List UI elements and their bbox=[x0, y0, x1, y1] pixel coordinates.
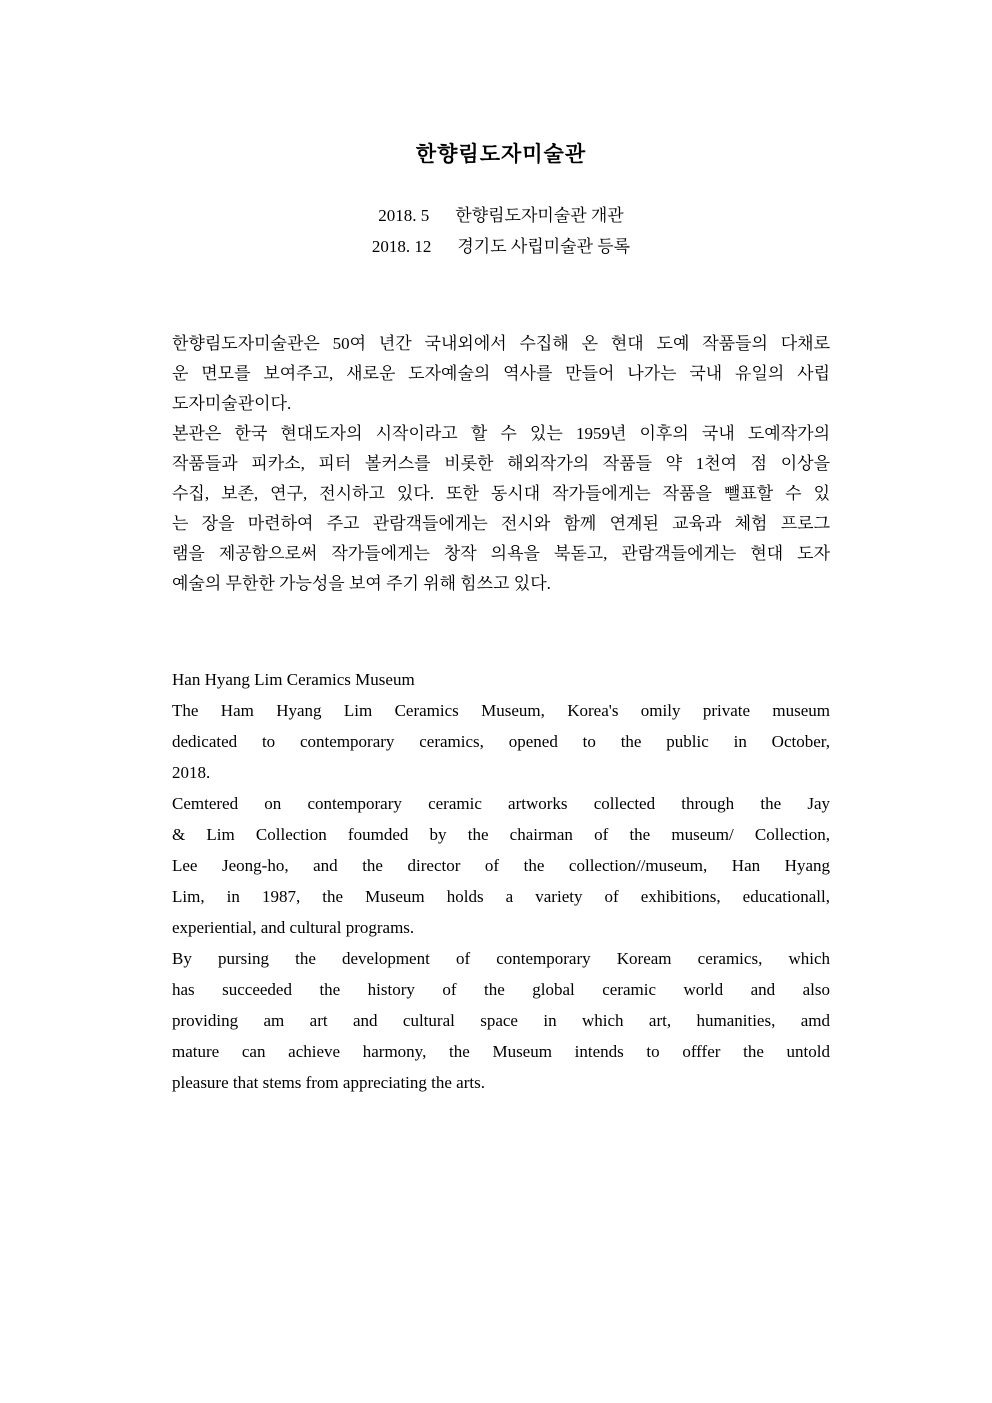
text-line: 본관은 한국 현대도자의 시작이라고 할 수 있는 1959년 이후의 국내 도예작가의 bbox=[172, 424, 830, 443]
text-line: The Ham Hyang Lim Ceramics Museum, Korea's omily private museum bbox=[172, 701, 830, 720]
text-line: 한향림도자미술관은 50여 년간 국내외에서 수집해 온 현대 도예 작품들의 다채로 bbox=[172, 334, 830, 353]
text-line: 작품들과 피카소, 피터 볼커스를 비롯한 해외작가의 작품들 약 1천여 점 이상을 bbox=[172, 454, 830, 473]
history-row bbox=[172, 200, 830, 231]
text-line: 예술의 무한한 가능성을 보여 주기 위해 힘쓰고 있다. bbox=[172, 574, 551, 593]
text-line: mature can achieve harmony, the Museum intends to offfer the untold bbox=[172, 1042, 830, 1061]
text-line: 2018. bbox=[172, 763, 211, 782]
history-date: 2018. 5 bbox=[378, 206, 430, 225]
text-line: By pursing the development of contemporary Koream ceramics, which bbox=[172, 949, 830, 968]
korean-paragraph-2 bbox=[172, 419, 830, 599]
text-line: 램을 제공함으로써 작가들에게는 창작 의욕을 북돋고, 관람객들에게는 현대 도자 bbox=[172, 544, 830, 563]
english-paragraph-2 bbox=[172, 788, 830, 943]
history-row bbox=[172, 231, 830, 262]
text-line: dedicated to contemporary ceramics, opened to the public in October, bbox=[172, 732, 830, 751]
history-label: 한향림도자미술관 개관 bbox=[455, 206, 624, 225]
text-line: 는 장을 마련하여 주고 관람객들에게는 전시와 함께 연계된 교육과 체험 프로그 bbox=[172, 514, 830, 533]
history-list bbox=[172, 200, 830, 262]
english-paragraph-1 bbox=[172, 695, 830, 788]
text-line: Lim, in 1987, the Museum holds a variety of exhibitions, educationall, bbox=[172, 887, 830, 906]
text-line: has succeeded the history of the global ceramic world and also bbox=[172, 980, 830, 999]
text-line: & Lim Collection foumded by the chairman of the museum/ Collection, bbox=[172, 825, 830, 844]
document-title: 한향림도자미술관 bbox=[415, 142, 587, 166]
text-line: providing am art and cultural space in which art, humanities, amd bbox=[172, 1011, 830, 1030]
text-line: pleasure that stems from appreciating the arts. bbox=[172, 1073, 485, 1092]
korean-description bbox=[172, 329, 830, 599]
korean-paragraph-1 bbox=[172, 329, 830, 419]
document-content bbox=[172, 0, 830, 1098]
text-line: Cemtered on contemporary ceramic artworks collected through the Jay bbox=[172, 794, 830, 813]
history-date: 2018. 12 bbox=[371, 237, 432, 256]
english-description bbox=[172, 664, 830, 1098]
text-line: 수집, 보존, 연구, 전시하고 있다. 또한 동시대 작가들에게는 작품을 뺄표할 수 있 bbox=[172, 484, 830, 503]
text-line: Lee Jeong-ho, and the director of the collection//museum, Han Hyang bbox=[172, 856, 830, 875]
text-line: experiential, and cultural programs. bbox=[172, 918, 415, 937]
text-line: 도자미술관이다. bbox=[172, 394, 292, 413]
history-label: 경기도 사립미술관 등록 bbox=[457, 237, 631, 256]
text-line: 운 면모를 보여주고, 새로운 도자예술의 역사를 만들어 나가는 국내 유일의 사립 bbox=[172, 364, 830, 383]
english-paragraph-3 bbox=[172, 943, 830, 1098]
english-heading: Han Hyang Lim Ceramics Museum bbox=[172, 670, 415, 689]
